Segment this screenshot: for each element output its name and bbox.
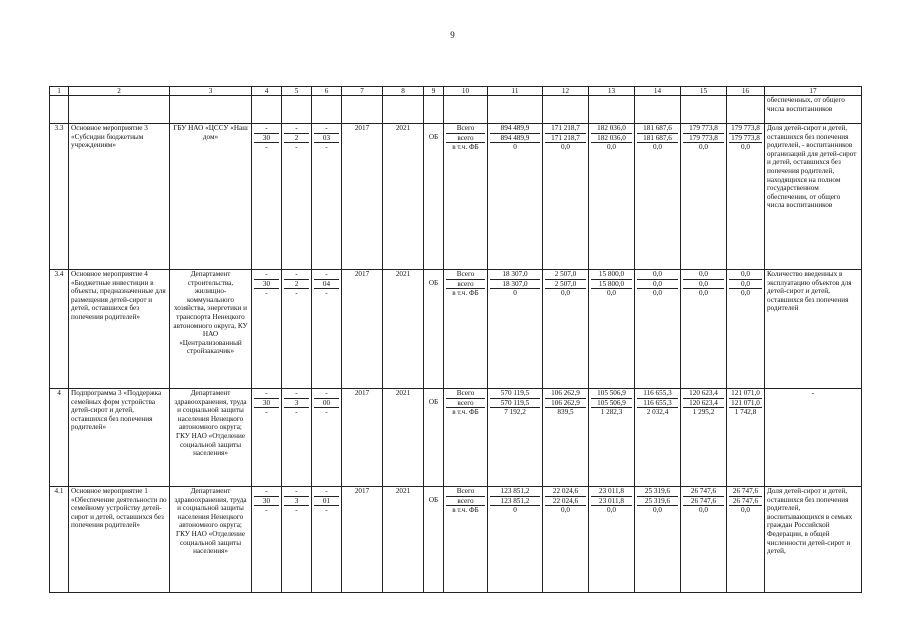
code-value: 00 bbox=[314, 399, 339, 409]
funding-source bbox=[424, 389, 444, 487]
header-cell: 9 bbox=[424, 87, 444, 96]
amount-value: 0,0 bbox=[607, 289, 616, 298]
code-value: - bbox=[254, 270, 279, 280]
result-indicator: Количество введенных в эксплуатацию объектов для детей-сирот и детей, оставшихся без попечения родителей bbox=[765, 270, 862, 389]
code-value: - bbox=[254, 124, 279, 134]
amount-value: 179 773,8 bbox=[683, 134, 724, 144]
amount-value: 0,0 bbox=[683, 280, 724, 290]
code-col-5 bbox=[282, 487, 312, 593]
page-number: 9 bbox=[450, 30, 455, 40]
amount-value: 25 319,6 bbox=[637, 497, 678, 507]
executor: Департамент строительства, жилищно-коммунального хозяйства, энергетики и транспорта Ненецкого автономного округа, КУ НАО «Централизованный стройзаказчик» bbox=[170, 270, 252, 389]
header-row bbox=[50, 87, 862, 96]
header-cell: 15 bbox=[681, 87, 727, 96]
amount-value: 570 119,5 bbox=[490, 399, 540, 409]
amount-value: 106 262,9 bbox=[545, 389, 586, 399]
end-year: 2021 bbox=[383, 124, 424, 270]
code-value: - bbox=[284, 487, 309, 497]
amount-value: 0,0 bbox=[653, 289, 662, 298]
kind-value: в т.ч. ФБ bbox=[452, 143, 479, 152]
start-year: 2017 bbox=[342, 487, 383, 593]
amount-value: 22 024,6 bbox=[545, 487, 586, 497]
code-value: 2 bbox=[284, 280, 309, 290]
table-row bbox=[50, 270, 862, 389]
amount-value: 0,0 bbox=[729, 270, 762, 280]
kind-value: Всего bbox=[446, 124, 485, 134]
source-value bbox=[426, 124, 441, 133]
amount-value: 0 bbox=[513, 506, 517, 515]
header-cell: 4 bbox=[252, 87, 282, 96]
amount-value: 0,0 bbox=[699, 143, 708, 152]
funding-kind bbox=[444, 124, 488, 270]
amount-col-13 bbox=[589, 124, 635, 270]
code-value: - bbox=[295, 408, 298, 417]
code-col-4 bbox=[252, 487, 282, 593]
amount-col-15 bbox=[681, 124, 727, 270]
amount-value: 116 655,3 bbox=[637, 389, 678, 399]
amount-value: 181 687,6 bbox=[637, 124, 678, 134]
code-col-5 bbox=[282, 124, 312, 270]
amount-value: 121 071,0 bbox=[729, 389, 762, 399]
amount-value: 26 747,6 bbox=[729, 487, 762, 497]
start-year: 2017 bbox=[342, 270, 383, 389]
amount-col-11 bbox=[488, 389, 543, 487]
amount-value: 121 071,0 bbox=[729, 399, 762, 409]
header-cell: 11 bbox=[488, 87, 543, 96]
source-value bbox=[426, 504, 441, 513]
amount-value: 106 262,9 bbox=[545, 399, 586, 409]
code-col-4 bbox=[252, 270, 282, 389]
amount-col-11 bbox=[488, 124, 543, 270]
amount-value: 0,0 bbox=[637, 270, 678, 280]
header-cell: 3 bbox=[170, 87, 252, 96]
amount-value: 15 800,0 bbox=[591, 270, 632, 280]
result-indicator: обеспеченных, от общего числа воспитанников bbox=[765, 96, 862, 124]
amount-value: 181 687,6 bbox=[637, 134, 678, 144]
code-value: 01 bbox=[314, 497, 339, 507]
table-row bbox=[50, 389, 862, 487]
code-value: - bbox=[314, 487, 339, 497]
code-value: 04 bbox=[314, 280, 339, 290]
measure-name: Подпрограмма 3 «Поддержка семейных форм устройства детей-сирот и детей, оставшихся без попечения родителей» bbox=[69, 389, 170, 487]
code-col-5 bbox=[282, 270, 312, 389]
code-value: - bbox=[314, 389, 339, 399]
code-value: 30 bbox=[254, 280, 279, 290]
result-indicator: Доля детей-сирот и детей, оставшихся без попечения родителей, - воспитанников организаций для детей-сирот и детей, оставшихся без попечения родителей, находящихся на полном государственном обеспечении, от общего числа воспитанников bbox=[765, 124, 862, 270]
source-value: ОБ bbox=[428, 278, 439, 287]
amount-col-11 bbox=[488, 487, 543, 593]
code-col-5 bbox=[282, 389, 312, 487]
code-col-4 bbox=[252, 389, 282, 487]
amount-value: 22 024,6 bbox=[545, 497, 586, 507]
measure-name: Основное мероприятие 3 «Субсидии бюджетным учреждениям» bbox=[69, 124, 170, 270]
code-value: - bbox=[265, 408, 268, 417]
amount-value: 105 506,9 bbox=[591, 389, 632, 399]
end-year: 2021 bbox=[383, 389, 424, 487]
amount-value: 1 295,2 bbox=[692, 408, 715, 417]
header-cell: 10 bbox=[444, 87, 488, 96]
amount-value: 0,0 bbox=[741, 506, 750, 515]
end-year: 2021 bbox=[383, 270, 424, 389]
code-value: - bbox=[265, 143, 268, 152]
amount-value: 26 747,6 bbox=[683, 497, 724, 507]
code-value: - bbox=[325, 408, 328, 417]
amount-value: 171 218,7 bbox=[545, 134, 586, 144]
header-cell: 5 bbox=[282, 87, 312, 96]
amount-col-13 bbox=[589, 487, 635, 593]
amount-col-14 bbox=[635, 487, 681, 593]
kind-value: Всего bbox=[446, 270, 485, 280]
code-col-6 bbox=[312, 270, 342, 389]
row-number: 3.4 bbox=[50, 270, 69, 389]
amount-value: 179 773,8 bbox=[683, 124, 724, 134]
result-indicator: - bbox=[765, 389, 862, 487]
amount-col-12 bbox=[543, 270, 589, 389]
header-cell: 2 bbox=[69, 87, 170, 96]
amount-value: 0,0 bbox=[729, 280, 762, 290]
amount-value: 0 bbox=[513, 143, 517, 152]
table-row bbox=[50, 487, 862, 593]
amount-col-12 bbox=[543, 487, 589, 593]
header-cell: 8 bbox=[383, 87, 424, 96]
code-value: - bbox=[314, 270, 339, 280]
executor: Департамент здравоохранения, труда и социальной защиты населения Ненецкого автономного округа; ГКУ НАО «Отделение социальной защиты населения» bbox=[170, 389, 252, 487]
amount-value: 1 742,8 bbox=[734, 408, 757, 417]
start-year: 2017 bbox=[342, 124, 383, 270]
source-value bbox=[426, 487, 441, 496]
amount-value: 18 307,0 bbox=[490, 280, 540, 290]
code-value: - bbox=[295, 506, 298, 515]
result-indicator: Доля детей-сирот и детей, оставшихся без попечения родителей, воспитывающихся в семьях граждан Российской Федерации, в общей численности детей-сирот и детей, bbox=[765, 487, 862, 593]
source-value bbox=[426, 141, 441, 150]
amount-col-16 bbox=[727, 124, 765, 270]
header-cell: 17 bbox=[765, 87, 862, 96]
source-value bbox=[426, 406, 441, 415]
code-value: - bbox=[254, 487, 279, 497]
amount-value: 18 307,0 bbox=[490, 270, 540, 280]
amount-col-16 bbox=[727, 389, 765, 487]
amount-value: 0 bbox=[513, 289, 517, 298]
amount-value: 0,0 bbox=[653, 143, 662, 152]
code-col-4 bbox=[252, 124, 282, 270]
amount-col-14 bbox=[635, 270, 681, 389]
kind-value: всего bbox=[446, 399, 485, 409]
amount-value: 23 011,8 bbox=[591, 497, 632, 507]
amount-value: 0,0 bbox=[653, 506, 662, 515]
amount-value: 2 032,4 bbox=[646, 408, 669, 417]
amount-value: 120 623,4 bbox=[683, 389, 724, 399]
amount-value: 123 851,2 bbox=[490, 487, 540, 497]
amount-value: 0,0 bbox=[683, 270, 724, 280]
amount-value: 26 747,6 bbox=[729, 497, 762, 507]
amount-value: 2 507,0 bbox=[545, 270, 586, 280]
code-value: - bbox=[284, 270, 309, 280]
header-cell: 13 bbox=[589, 87, 635, 96]
code-value: - bbox=[265, 289, 268, 298]
kind-value: всего bbox=[446, 497, 485, 507]
code-value: - bbox=[325, 289, 328, 298]
amount-value: 0,0 bbox=[607, 143, 616, 152]
executor: ГБУ НАО «ЦССУ «Наш дом» bbox=[170, 124, 252, 270]
amount-col-16 bbox=[727, 270, 765, 389]
amount-value: 0,0 bbox=[561, 506, 570, 515]
amount-value: 182 036,0 bbox=[591, 134, 632, 144]
code-value: 03 bbox=[314, 134, 339, 144]
header-cell: 7 bbox=[342, 87, 383, 96]
program-table bbox=[49, 86, 862, 593]
source-value bbox=[426, 270, 441, 279]
code-value: 3 bbox=[284, 399, 309, 409]
code-value: 2 bbox=[284, 134, 309, 144]
code-value: - bbox=[295, 143, 298, 152]
kind-value: всего bbox=[446, 134, 485, 144]
code-value: - bbox=[314, 124, 339, 134]
start-year: 2017 bbox=[342, 389, 383, 487]
amount-value: 15 800,0 bbox=[591, 280, 632, 290]
code-col-6 bbox=[312, 487, 342, 593]
continuation-row bbox=[50, 96, 862, 124]
header-cell: 12 bbox=[543, 87, 589, 96]
amount-value: 7 192,2 bbox=[504, 408, 526, 417]
measure-name: Основное мероприятие 4 «Бюджетные инвестиции в объекты, предназначенные для размещения детей-сирот и детей, оставшихся без попечения родителей» bbox=[69, 270, 170, 389]
end-year: 2021 bbox=[383, 487, 424, 593]
row-number: 4.1 bbox=[50, 487, 69, 593]
amount-value: 23 011,8 bbox=[591, 487, 632, 497]
source-value: ОБ bbox=[428, 132, 439, 141]
amount-col-13 bbox=[589, 389, 635, 487]
funding-kind bbox=[444, 270, 488, 389]
amount-value: 2 507,0 bbox=[545, 280, 586, 290]
header-cell: 1 bbox=[50, 87, 69, 96]
amount-value: 116 655,3 bbox=[637, 399, 678, 409]
amount-value: 0,0 bbox=[607, 506, 616, 515]
code-value: - bbox=[265, 506, 268, 515]
amount-value: 0,0 bbox=[637, 280, 678, 290]
source-value bbox=[426, 287, 441, 296]
amount-value: 0,0 bbox=[741, 143, 750, 152]
code-value: 30 bbox=[254, 134, 279, 144]
measure-name: Основное мероприятие 1 «Обеспечение деятельности по семейному устройству детей-сирот и детей, оставшихся без попечения родителей» bbox=[69, 487, 170, 593]
source-value: ОБ bbox=[428, 495, 439, 504]
amount-value: 179 773,8 bbox=[729, 134, 762, 144]
amount-col-15 bbox=[681, 389, 727, 487]
amount-value: 1 282,3 bbox=[600, 408, 623, 417]
funding-kind bbox=[444, 487, 488, 593]
amount-col-14 bbox=[635, 124, 681, 270]
amount-value: 894 489,9 bbox=[490, 124, 540, 134]
header-cell: 14 bbox=[635, 87, 681, 96]
header-cell: 16 bbox=[727, 87, 765, 96]
header-cell: 6 bbox=[312, 87, 342, 96]
amount-value: 26 747,6 bbox=[683, 487, 724, 497]
amount-value: 0,0 bbox=[741, 289, 750, 298]
source-value: ОБ bbox=[428, 397, 439, 406]
code-value: - bbox=[284, 124, 309, 134]
amount-value: 25 319,6 bbox=[637, 487, 678, 497]
code-value: 30 bbox=[254, 399, 279, 409]
amount-value: 171 218,7 bbox=[545, 124, 586, 134]
code-value: - bbox=[284, 389, 309, 399]
row-number: 3.3 bbox=[50, 124, 69, 270]
amount-value: 0,0 bbox=[699, 289, 708, 298]
amount-value: 105 506,9 bbox=[591, 399, 632, 409]
funding-source bbox=[424, 487, 444, 593]
amount-value: 123 851,2 bbox=[490, 497, 540, 507]
code-value: 3 bbox=[284, 497, 309, 507]
amount-value: 179 773,8 bbox=[729, 124, 762, 134]
amount-value: 894 489,9 bbox=[490, 134, 540, 144]
amount-col-15 bbox=[681, 270, 727, 389]
amount-col-15 bbox=[681, 487, 727, 593]
funding-source bbox=[424, 124, 444, 270]
code-col-6 bbox=[312, 124, 342, 270]
kind-value: Всего bbox=[446, 487, 485, 497]
amount-value: 182 036,0 bbox=[591, 124, 632, 134]
row-number: 4 bbox=[50, 389, 69, 487]
amount-value: 0,0 bbox=[561, 143, 570, 152]
amount-col-14 bbox=[635, 389, 681, 487]
amount-value: 0,0 bbox=[699, 506, 708, 515]
code-value: - bbox=[254, 389, 279, 399]
amount-value: 570 119,5 bbox=[490, 389, 540, 399]
table-row bbox=[50, 124, 862, 270]
amount-value: 120 623,4 bbox=[683, 399, 724, 409]
source-value bbox=[426, 389, 441, 398]
amount-col-12 bbox=[543, 389, 589, 487]
kind-value: в т.ч. ФБ bbox=[452, 408, 479, 417]
funding-kind bbox=[444, 389, 488, 487]
amount-col-11 bbox=[488, 270, 543, 389]
executor: Департамент здравоохранения, труда и социальной защиты населения Ненецкого автономного округа; ГКУ НАО «Отделение социальной защиты населения» bbox=[170, 487, 252, 593]
amount-col-16 bbox=[727, 487, 765, 593]
kind-value: в т.ч. ФБ bbox=[452, 506, 479, 515]
amount-col-12 bbox=[543, 124, 589, 270]
code-col-6 bbox=[312, 389, 342, 487]
funding-source bbox=[424, 270, 444, 389]
kind-value: всего bbox=[446, 280, 485, 290]
code-value: - bbox=[295, 289, 298, 298]
kind-value: в т.ч. ФБ bbox=[452, 289, 479, 298]
kind-value: Всего bbox=[446, 389, 485, 399]
code-value: 30 bbox=[254, 497, 279, 507]
amount-value: 0,0 bbox=[561, 289, 570, 298]
amount-col-13 bbox=[589, 270, 635, 389]
code-value: - bbox=[325, 506, 328, 515]
amount-value: 839,5 bbox=[557, 408, 574, 417]
code-value: - bbox=[325, 143, 328, 152]
